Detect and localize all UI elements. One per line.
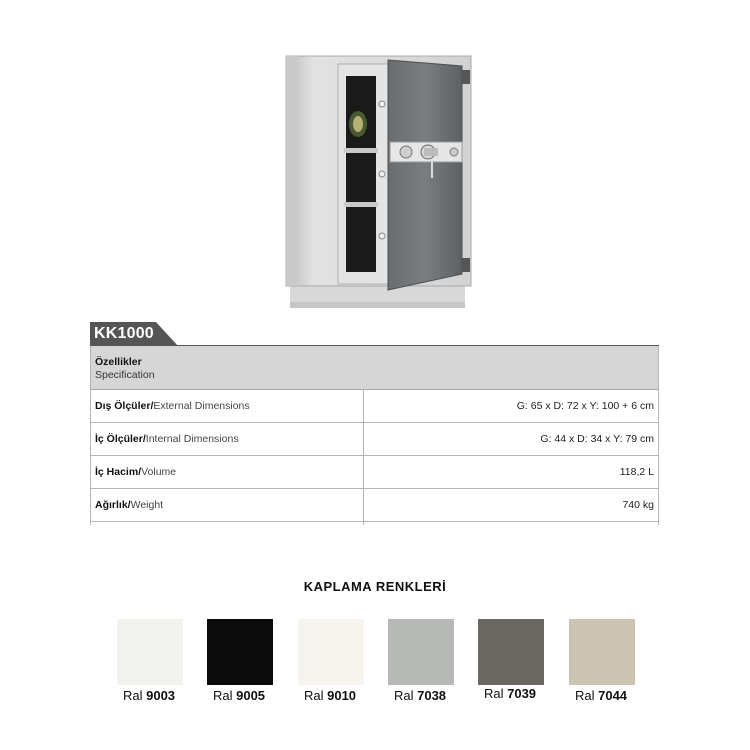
spec-label-en: External Dimensions (153, 400, 250, 412)
colors-title: KAPLAMA RENKLERİ (303, 579, 447, 594)
swatch-label: Ral 9010 (303, 688, 357, 703)
table-row (91, 390, 658, 423)
spec-value: G: 44 x D: 34 x Y: 79 cm (540, 433, 654, 445)
spec-label-tr: İç Ölçüler/ (95, 433, 146, 445)
spec-value: 118,2 L (619, 466, 654, 478)
steel-safe-icon (278, 52, 478, 310)
spec-header-tr: Özellikler (95, 356, 142, 368)
spec-label-en: Weight (130, 499, 164, 511)
table-row-end (91, 522, 658, 525)
spec-label-en: Volume (141, 466, 177, 478)
swatch-label: Ral 7038 (393, 688, 447, 703)
spec-table (90, 346, 659, 525)
swatch-label: Ral 7044 (574, 688, 628, 703)
color-swatch-7044 (569, 619, 635, 685)
color-swatch-7038 (388, 619, 454, 685)
table-row (91, 423, 658, 456)
spec-label-tr: İç Hacim/ (95, 466, 142, 478)
spec-header (91, 346, 658, 390)
model-name: KK1000 (94, 325, 154, 342)
spec-value: G: 65 x D: 72 x Y: 100 + 6 cm (516, 400, 654, 412)
color-swatch-9005 (207, 619, 273, 685)
swatch-label: Ral 9005 (212, 688, 266, 703)
color-swatch-9010 (298, 619, 364, 685)
spec-value: 740 kg (622, 499, 654, 511)
spec-label-tr: Ağırlık/ (95, 499, 131, 511)
swatch-label: Ral 7039 (483, 686, 537, 701)
color-swatch-7039 (478, 619, 544, 685)
swatch-label: Ral 9003 (122, 688, 176, 703)
spec-label-en: Internal Dimensions (145, 433, 239, 445)
model-badge (90, 322, 180, 346)
spec-header-en: Specification (95, 369, 155, 381)
color-swatch-9003 (117, 619, 183, 685)
spec-label-tr: Dış Ölçüler/ (95, 400, 154, 412)
table-row (91, 456, 658, 489)
table-row (91, 489, 658, 522)
